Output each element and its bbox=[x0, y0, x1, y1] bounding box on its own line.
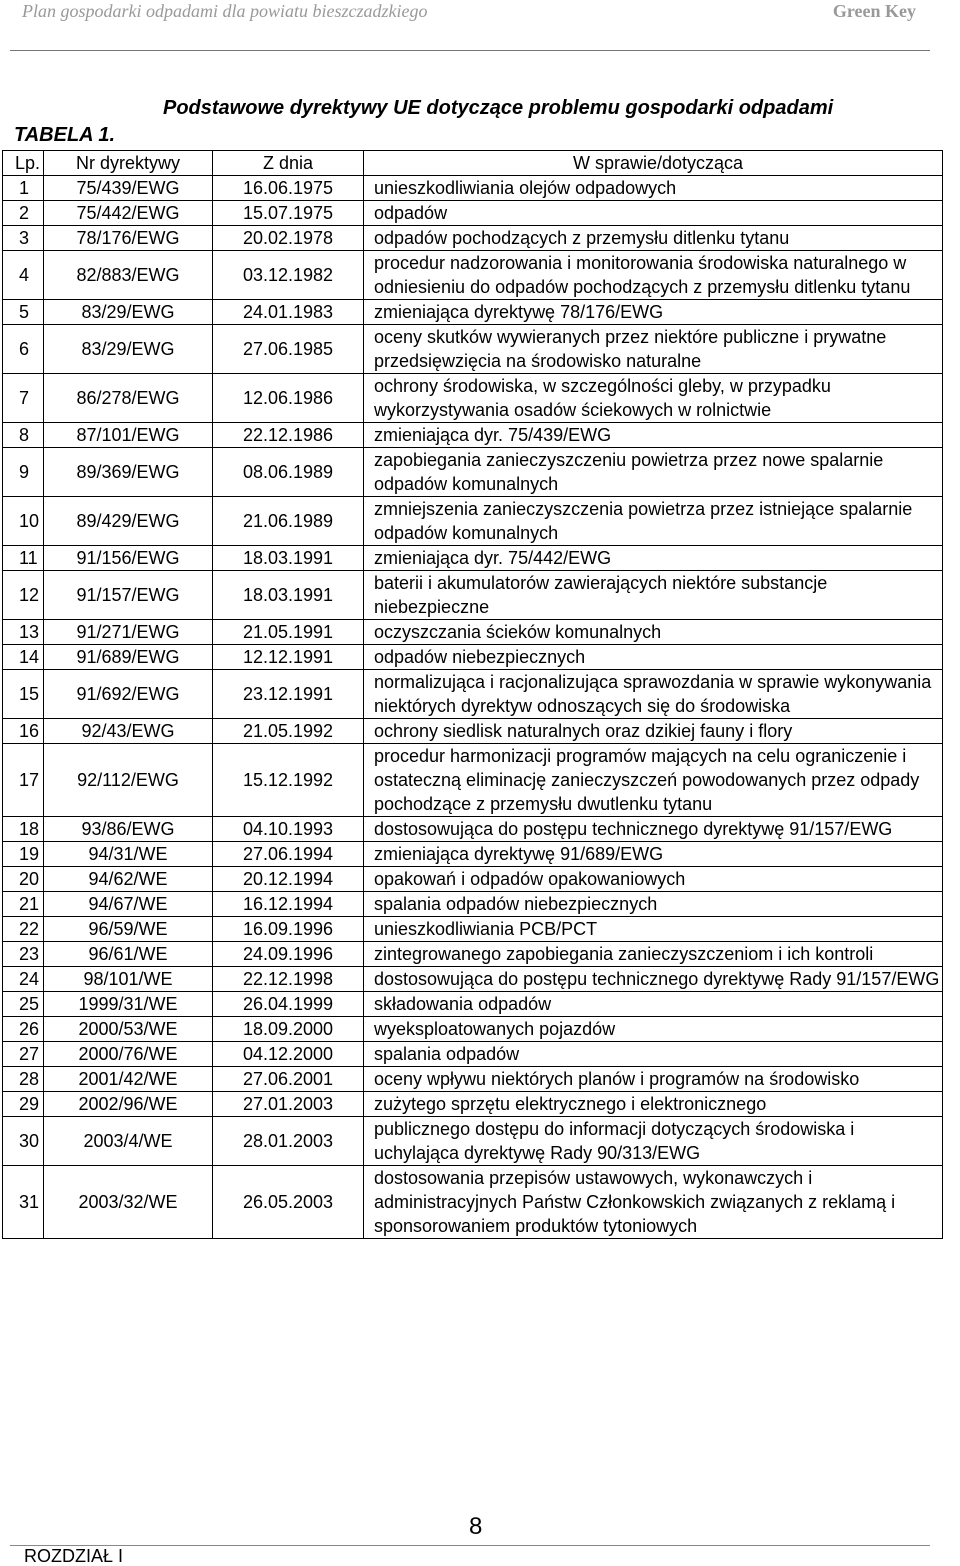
table-row bbox=[3, 176, 943, 201]
cell-description: baterii i akumulatorów zawierających niektóre substancje niebezpieczne bbox=[364, 571, 943, 620]
cell-date: 08.06.1989 bbox=[213, 448, 364, 497]
cell-lp: 31 bbox=[3, 1166, 44, 1239]
footer-rule bbox=[10, 1545, 930, 1546]
cell-directive-number: 94/67/WE bbox=[44, 892, 213, 917]
table-row bbox=[3, 744, 943, 817]
table-caption-prefix: TABELA 1. bbox=[14, 124, 116, 146]
cell-date: 27.01.2003 bbox=[213, 1092, 364, 1117]
page-number: 8 bbox=[469, 1513, 483, 1540]
cell-description: oceny skutków wywieranych przez niektóre publiczne i prywatne przedsięwzięcia na środowisko naturalne bbox=[364, 325, 943, 374]
cell-date: 26.05.2003 bbox=[213, 1166, 364, 1239]
cell-lp: 8 bbox=[3, 423, 44, 448]
table-row bbox=[3, 325, 943, 374]
table-row bbox=[3, 992, 943, 1017]
table-header-row bbox=[3, 151, 943, 176]
cell-description: spalania odpadów bbox=[364, 1042, 943, 1067]
cell-description: dostosowująca do postępu technicznego dyrektywę Rady 91/157/EWG bbox=[364, 967, 943, 992]
cell-lp: 20 bbox=[3, 867, 44, 892]
cell-directive-number: 89/429/EWG bbox=[44, 497, 213, 546]
column-header-date: Z dnia bbox=[213, 151, 364, 176]
running-header-title: Plan gospodarki odpadami dla powiatu bieszczadzkiego bbox=[22, 1, 428, 21]
cell-directive-number: 83/29/EWG bbox=[44, 325, 213, 374]
cell-description: procedur harmonizacji programów mających na celu ograniczenie i ostateczną eliminację zanieczyszczeń powodowanych przez odpady pochodzące z przemysłu dwutlenku tytanu bbox=[364, 744, 943, 817]
cell-directive-number: 1999/31/WE bbox=[44, 992, 213, 1017]
cell-directive-number: 2001/42/WE bbox=[44, 1067, 213, 1092]
cell-description: procedur nadzorowania i monitorowania środowiska naturalnego w odniesieniu do odpadów pochodzących z przemysłu ditlenku tytanu bbox=[364, 251, 943, 300]
cell-directive-number: 86/278/EWG bbox=[44, 374, 213, 423]
cell-description: oczyszczania ścieków komunalnych bbox=[364, 620, 943, 645]
cell-directive-number: 2003/4/WE bbox=[44, 1117, 213, 1166]
cell-directive-number: 2000/76/WE bbox=[44, 1042, 213, 1067]
table-row bbox=[3, 201, 943, 226]
cell-date: 21.05.1991 bbox=[213, 620, 364, 645]
cell-description: zmieniająca dyr. 75/442/EWG bbox=[364, 546, 943, 571]
table-row bbox=[3, 645, 943, 670]
chapter-label: ROZDZIAŁ I bbox=[24, 1546, 124, 1566]
cell-lp: 9 bbox=[3, 448, 44, 497]
cell-lp: 14 bbox=[3, 645, 44, 670]
cell-lp: 28 bbox=[3, 1067, 44, 1092]
table-row bbox=[3, 867, 943, 892]
column-header-desc: W sprawie/dotycząca bbox=[364, 151, 943, 176]
table-row bbox=[3, 1042, 943, 1067]
table-row bbox=[3, 300, 943, 325]
cell-directive-number: 91/689/EWG bbox=[44, 645, 213, 670]
table-row bbox=[3, 967, 943, 992]
table-row bbox=[3, 423, 943, 448]
cell-directive-number: 93/86/EWG bbox=[44, 817, 213, 842]
column-header-lp: Lp. bbox=[3, 151, 44, 176]
table-row bbox=[3, 620, 943, 645]
cell-directive-number: 2000/53/WE bbox=[44, 1017, 213, 1042]
cell-date: 24.09.1996 bbox=[213, 942, 364, 967]
cell-directive-number: 92/43/EWG bbox=[44, 719, 213, 744]
cell-directive-number: 83/29/EWG bbox=[44, 300, 213, 325]
cell-date: 27.06.1994 bbox=[213, 842, 364, 867]
cell-date: 21.06.1989 bbox=[213, 497, 364, 546]
cell-description: zmieniająca dyr. 75/439/EWG bbox=[364, 423, 943, 448]
table-row bbox=[3, 448, 943, 497]
cell-lp: 23 bbox=[3, 942, 44, 967]
cell-date: 03.12.1982 bbox=[213, 251, 364, 300]
cell-date: 18.09.2000 bbox=[213, 1017, 364, 1042]
cell-lp: 17 bbox=[3, 744, 44, 817]
table-row bbox=[3, 719, 943, 744]
cell-lp: 26 bbox=[3, 1017, 44, 1042]
table-row bbox=[3, 1017, 943, 1042]
cell-directive-number: 91/692/EWG bbox=[44, 670, 213, 719]
cell-lp: 16 bbox=[3, 719, 44, 744]
cell-directive-number: 89/369/EWG bbox=[44, 448, 213, 497]
cell-lp: 5 bbox=[3, 300, 44, 325]
cell-description: wyeksploatowanych pojazdów bbox=[364, 1017, 943, 1042]
cell-date: 20.02.1978 bbox=[213, 226, 364, 251]
cell-directive-number: 98/101/WE bbox=[44, 967, 213, 992]
cell-description: normalizująca i racjonalizująca sprawozdania w sprawie wykonywania niektórych dyrektyw odnoszących się do środowiska bbox=[364, 670, 943, 719]
cell-description: odpadów bbox=[364, 201, 943, 226]
cell-description: ochrony środowiska, w szczególności gleby, w przypadku wykorzystywania osadów ściekowych w rolnictwie bbox=[364, 374, 943, 423]
cell-directive-number: 92/112/EWG bbox=[44, 744, 213, 817]
cell-lp: 12 bbox=[3, 571, 44, 620]
cell-date: 16.12.1994 bbox=[213, 892, 364, 917]
cell-lp: 10 bbox=[3, 497, 44, 546]
table-row bbox=[3, 1117, 943, 1166]
cell-description: odpadów niebezpiecznych bbox=[364, 645, 943, 670]
cell-directive-number: 75/439/EWG bbox=[44, 176, 213, 201]
cell-lp: 7 bbox=[3, 374, 44, 423]
cell-lp: 29 bbox=[3, 1092, 44, 1117]
cell-lp: 19 bbox=[3, 842, 44, 867]
cell-date: 26.04.1999 bbox=[213, 992, 364, 1017]
table-row bbox=[3, 497, 943, 546]
cell-description: zmniejszenia zanieczyszczenia powietrza przez istniejące spalarnie odpadów komunalnych bbox=[364, 497, 943, 546]
cell-description: zintegrowanego zapobiegania zanieczyszczeniom i ich kontroli bbox=[364, 942, 943, 967]
cell-date: 18.03.1991 bbox=[213, 571, 364, 620]
table-row bbox=[3, 842, 943, 867]
cell-description: zużytego sprzętu elektrycznego i elektronicznego bbox=[364, 1092, 943, 1117]
table-row bbox=[3, 1067, 943, 1092]
cell-directive-number: 91/156/EWG bbox=[44, 546, 213, 571]
cell-directive-number: 96/59/WE bbox=[44, 917, 213, 942]
cell-description: oceny wpływu niektórych planów i programów na środowisko bbox=[364, 1067, 943, 1092]
cell-description: dostosowania przepisów ustawowych, wykonawczych i administracyjnych Państw Członkowskich związanych z reklamą i sponsorowaniem produktów tytoniowych bbox=[364, 1166, 943, 1239]
cell-lp: 11 bbox=[3, 546, 44, 571]
table-row bbox=[3, 917, 943, 942]
cell-date: 22.12.1986 bbox=[213, 423, 364, 448]
cell-directive-number: 2002/96/WE bbox=[44, 1092, 213, 1117]
cell-lp: 24 bbox=[3, 967, 44, 992]
directives-table bbox=[2, 150, 943, 1239]
cell-lp: 4 bbox=[3, 251, 44, 300]
cell-date: 20.12.1994 bbox=[213, 867, 364, 892]
cell-lp: 22 bbox=[3, 917, 44, 942]
cell-lp: 27 bbox=[3, 1042, 44, 1067]
cell-date: 16.09.1996 bbox=[213, 917, 364, 942]
cell-date: 21.05.1992 bbox=[213, 719, 364, 744]
table-row bbox=[3, 670, 943, 719]
header-rule bbox=[10, 50, 930, 51]
cell-lp: 3 bbox=[3, 226, 44, 251]
cell-directive-number: 87/101/EWG bbox=[44, 423, 213, 448]
cell-description: składowania odpadów bbox=[364, 992, 943, 1017]
table-row bbox=[3, 546, 943, 571]
cell-description: publicznego dostępu do informacji dotyczących środowiska i uchylająca dyrektywę Rady 90/313/EWG bbox=[364, 1117, 943, 1166]
table-row bbox=[3, 226, 943, 251]
cell-lp: 2 bbox=[3, 201, 44, 226]
cell-directive-number: 94/31/WE bbox=[44, 842, 213, 867]
cell-date: 15.07.1975 bbox=[213, 201, 364, 226]
table-row bbox=[3, 251, 943, 300]
cell-description: ochrony siedlisk naturalnych oraz dzikiej fauny i flory bbox=[364, 719, 943, 744]
cell-directive-number: 75/442/EWG bbox=[44, 201, 213, 226]
cell-date: 18.03.1991 bbox=[213, 546, 364, 571]
cell-directive-number: 82/883/EWG bbox=[44, 251, 213, 300]
cell-date: 16.06.1975 bbox=[213, 176, 364, 201]
table-row bbox=[3, 817, 943, 842]
cell-description: zmieniająca dyrektywę 91/689/EWG bbox=[364, 842, 943, 867]
cell-description: unieszkodliwiania olejów odpadowych bbox=[364, 176, 943, 201]
cell-lp: 1 bbox=[3, 176, 44, 201]
cell-description: opakowań i odpadów opakowaniowych bbox=[364, 867, 943, 892]
cell-date: 04.12.2000 bbox=[213, 1042, 364, 1067]
cell-date: 24.01.1983 bbox=[213, 300, 364, 325]
table-row bbox=[3, 374, 943, 423]
cell-description: zapobiegania zanieczyszczeniu powietrza przez nowe spalarnie odpadów komunalnych bbox=[364, 448, 943, 497]
table-row bbox=[3, 1092, 943, 1117]
cell-date: 12.06.1986 bbox=[213, 374, 364, 423]
cell-lp: 15 bbox=[3, 670, 44, 719]
cell-description: spalania odpadów niebezpiecznych bbox=[364, 892, 943, 917]
table-row bbox=[3, 942, 943, 967]
column-header-nr: Nr dyrektywy bbox=[44, 151, 213, 176]
cell-date: 27.06.1985 bbox=[213, 325, 364, 374]
cell-date: 15.12.1992 bbox=[213, 744, 364, 817]
cell-description: zmieniająca dyrektywę 78/176/EWG bbox=[364, 300, 943, 325]
cell-lp: 25 bbox=[3, 992, 44, 1017]
cell-date: 27.06.2001 bbox=[213, 1067, 364, 1092]
cell-directive-number: 91/157/EWG bbox=[44, 571, 213, 620]
table-caption-text: Podstawowe dyrektywy UE dotyczące problemu gospodarki odpadami bbox=[163, 97, 834, 119]
table-row bbox=[3, 571, 943, 620]
cell-date: 12.12.1991 bbox=[213, 645, 364, 670]
cell-lp: 21 bbox=[3, 892, 44, 917]
cell-directive-number: 96/61/WE bbox=[44, 942, 213, 967]
running-header-brand: Green Key bbox=[832, 1, 916, 21]
cell-lp: 13 bbox=[3, 620, 44, 645]
cell-date: 23.12.1991 bbox=[213, 670, 364, 719]
cell-lp: 30 bbox=[3, 1117, 44, 1166]
cell-lp: 6 bbox=[3, 325, 44, 374]
cell-date: 28.01.2003 bbox=[213, 1117, 364, 1166]
cell-directive-number: 2003/32/WE bbox=[44, 1166, 213, 1239]
table-row bbox=[3, 892, 943, 917]
cell-directive-number: 78/176/EWG bbox=[44, 226, 213, 251]
cell-description: unieszkodliwiania PCB/PCT bbox=[364, 917, 943, 942]
cell-description: dostosowująca do postępu technicznego dyrektywę 91/157/EWG bbox=[364, 817, 943, 842]
table-row bbox=[3, 1166, 943, 1239]
cell-date: 22.12.1998 bbox=[213, 967, 364, 992]
cell-description: odpadów pochodzących z przemysłu ditlenku tytanu bbox=[364, 226, 943, 251]
cell-directive-number: 94/62/WE bbox=[44, 867, 213, 892]
cell-date: 04.10.1993 bbox=[213, 817, 364, 842]
cell-lp: 18 bbox=[3, 817, 44, 842]
cell-directive-number: 91/271/EWG bbox=[44, 620, 213, 645]
